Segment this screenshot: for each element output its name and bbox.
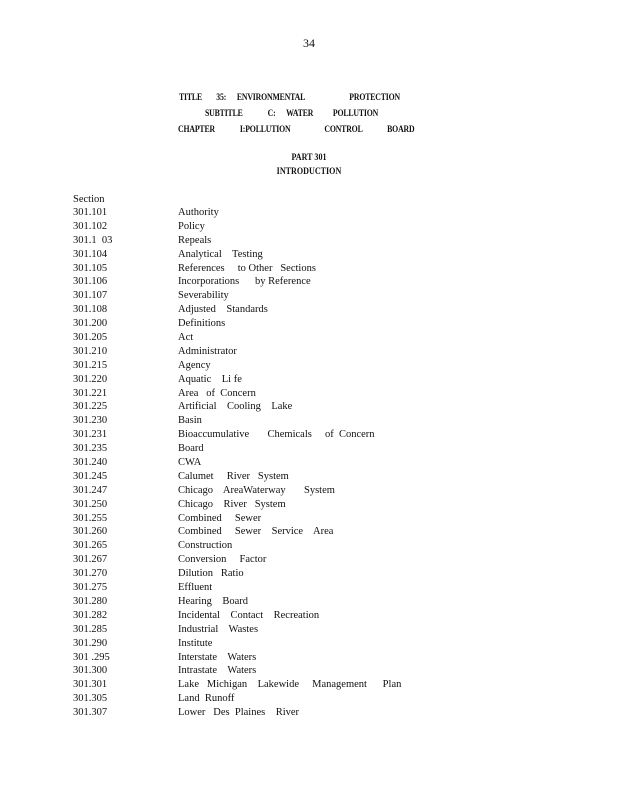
section-title: Conversion Factor (178, 554, 267, 566)
section-number: 301.1 03 (73, 234, 113, 246)
section-number: 301.270 (73, 568, 108, 580)
section-title: Board (178, 443, 204, 455)
section-number: 301.290 (73, 637, 108, 649)
section-title: Analytical Testing (178, 248, 263, 260)
section-number: 301.307 (73, 707, 108, 719)
section-number: 301.104 (73, 248, 108, 260)
section-number: 301.231 (73, 429, 108, 441)
section-number: 301.220 (73, 373, 108, 385)
section-number: 301.267 (73, 554, 108, 566)
section-title: Aquatic Li fe (178, 373, 242, 385)
section-number: 301.215 (73, 359, 108, 371)
section-title: CWA (178, 457, 202, 469)
chapter-heading: CHAPTER I:POLLUTION CONTROL BOARD (178, 125, 415, 135)
section-title: Dilution Ratio (178, 568, 244, 580)
section-number: 301.282 (73, 609, 108, 621)
section-title: Combined Sewer (178, 512, 262, 524)
section-title: Area of Concern (178, 387, 256, 399)
title-heading: TITLE 35: ENVIRONMENTAL PROTECTION (179, 93, 401, 103)
section-title: Lower Des Plaines River (178, 707, 300, 719)
section-title: Industrial Wastes (178, 623, 259, 635)
section-title: Policy (178, 220, 205, 232)
section-number: 301.221 (73, 387, 108, 399)
section-number: 301.230 (73, 415, 108, 427)
section-number: 301.102 (73, 220, 108, 232)
section-title: References to Other Sections (178, 262, 316, 274)
section-title: Artificial Cooling Lake (178, 401, 293, 413)
section-number: 301.255 (73, 512, 108, 524)
section-title: Interstate Waters (178, 651, 257, 663)
section-number: 301 .295 (73, 651, 110, 663)
section-title: Act (178, 332, 194, 344)
section-number: 301.250 (73, 498, 108, 510)
section-number: 301.210 (73, 345, 108, 357)
section-title: Lake Michigan Lakewide Management Plan (178, 679, 402, 691)
subtitle-heading: SUBTITLE C: WATER POLLUTION (205, 109, 379, 119)
section-number: 301.305 (73, 693, 108, 705)
section-title: Agency (178, 359, 211, 371)
section-title: Intrastate Waters (178, 665, 257, 677)
section-title: Authority (178, 207, 219, 218)
section-number: 301.247 (73, 484, 108, 496)
part-number-text: PART 301 (291, 153, 327, 163)
section-title: Incorporations by Reference (178, 276, 311, 288)
section-title: Basin (178, 415, 202, 427)
section-number: 301.300 (73, 665, 108, 677)
section-number: 301.205 (73, 332, 108, 344)
section-number: 301.235 (73, 443, 108, 455)
section-title: Administrator (178, 345, 237, 357)
section-title: Calumet River System (178, 470, 289, 482)
section-number: 301.108 (73, 304, 108, 316)
section-title: Definitions (178, 318, 226, 330)
section-title: Bioaccumulative Chemicals of Concern (178, 429, 375, 441)
part-title (0, 167, 618, 177)
section-number: 301.245 (73, 470, 108, 482)
part-number (0, 153, 618, 163)
section-title: Repeals (178, 234, 212, 246)
part-title-text: INTRODUCTION (276, 167, 342, 177)
section-number: 301.105 (73, 262, 108, 274)
section-title: Chicago River System (178, 498, 286, 510)
section-title: Adjusted Standards (178, 304, 268, 316)
section-title: Severability (178, 290, 229, 302)
section-title: Hearing Board (178, 595, 248, 607)
section-number: 301.225 (73, 401, 108, 413)
section-title: Combined Sewer Service Area (178, 526, 334, 538)
section-title: Land Runoff (178, 693, 235, 705)
section-number: 301.106 (73, 276, 108, 288)
section-title: Incidental Contact Recreation (178, 609, 320, 621)
section-title: Institute (178, 637, 213, 649)
section-number: 301.107 (73, 290, 108, 302)
section-number: 301.275 (73, 582, 108, 594)
section-number: 301.285 (73, 623, 108, 635)
section-number: 301.260 (73, 526, 108, 538)
section-title: Chicago AreaWaterway System (178, 484, 335, 496)
section-number: 301.200 (73, 318, 108, 330)
section-number: 301.101 (73, 207, 108, 218)
section-number: 301.265 (73, 540, 108, 552)
section-number: 301.240 (73, 457, 108, 469)
section-number: 301.280 (73, 595, 108, 607)
section-label: Section (73, 194, 105, 205)
section-title: Construction (178, 540, 233, 552)
section-number: 301.301 (73, 679, 108, 691)
page-number: 34 (303, 36, 315, 50)
section-title: Effluent (178, 582, 213, 594)
